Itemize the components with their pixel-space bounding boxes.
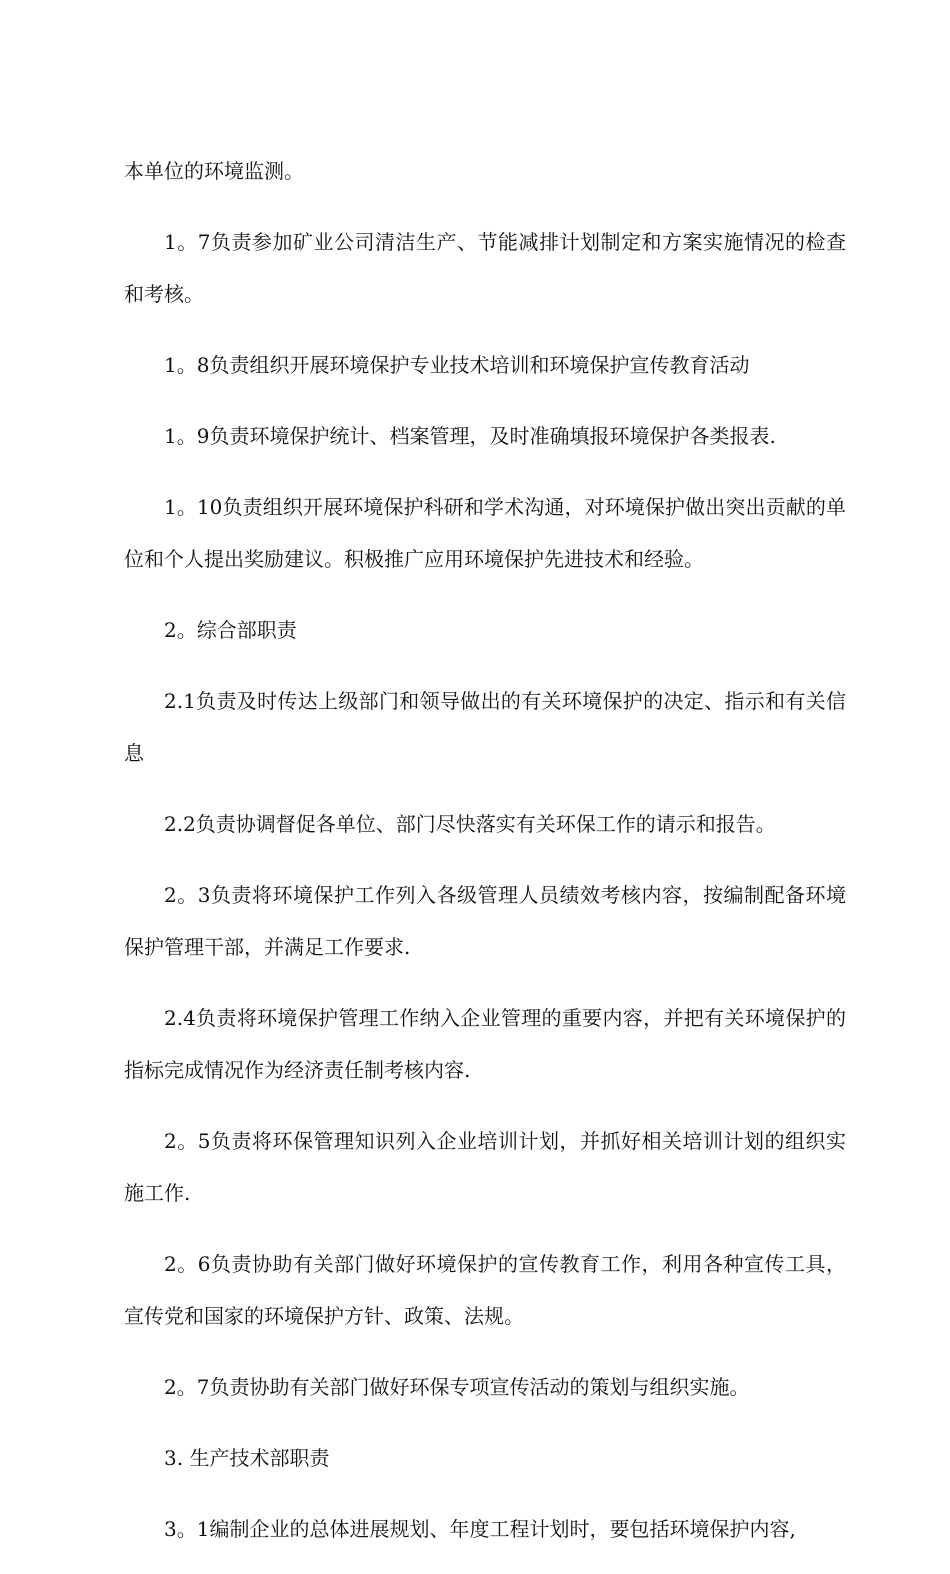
paragraph: 3。1编制企业的总体进展规划、年度工程计划时，要包括环境保护内容, [164, 1517, 796, 1541]
paragraph: 1。7负责参加矿业公司清洁生产、节能减排计划制定和方案实施情况的检查和考核。 [124, 230, 846, 306]
paragraph: 2。7负责协助有关部门做好环保专项宣传活动的策划与组织实施。 [164, 1375, 750, 1399]
paragraph: 1。10负责组织开展环境保护科研和学术沟通，对环境保护做出突出贡献的单位和个人提出奖励建议。积极推广应用环境保护先进技术和经验。 [124, 495, 846, 571]
paragraph: 2.4负责将环境保护管理工作纳入企业管理的重要内容，并把有关环境保护的指标完成情况作为经济责任制考核内容. [124, 1006, 846, 1082]
paragraph: 2.2负责协调督促各单位、部门尽快落实有关环保工作的请示和报告。 [164, 812, 776, 836]
paragraph: 1。9负责环境保护统计、档案管理，及时准确填报环境保护各类报表. [164, 424, 776, 448]
paragraph: 1。8负责组织开展环境保护专业技术培训和环境保护宣传教育活动 [164, 353, 750, 377]
paragraph: 2.1负责及时传达上级部门和领导做出的有关环境保护的决定、指示和有关信息 [124, 689, 846, 765]
paragraph: 本单位的环境监测。 [124, 159, 304, 183]
paragraph: 2。3负责将环境保护工作列入各级管理人员绩效考核内容，按编制配备环境保护管理干部，并满足工作要求. [124, 883, 846, 959]
document-body [124, 145, 846, 1574]
paragraph: 2。6负责协助有关部门做好环境保护的宣传教育工作，利用各种宣传工具，宣传党和国家的环境保护方针、政策、法规。 [124, 1252, 846, 1328]
section-heading: 3. 生产技术部职责 [164, 1446, 330, 1470]
section-heading: 2。综合部职责 [164, 618, 297, 642]
paragraph: 2。5负责将环保管理知识列入企业培训计划，并抓好相关培训计划的组织实施工作. [124, 1129, 846, 1205]
